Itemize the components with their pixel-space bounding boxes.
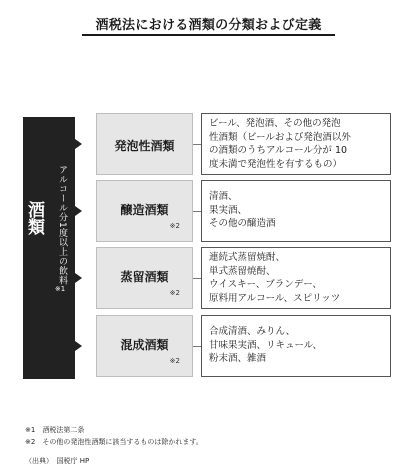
category-box-brewed	[96, 180, 193, 242]
category-note: ※2	[169, 357, 180, 365]
category-name: 蒸留酒類	[120, 270, 169, 284]
category-description-compound	[201, 315, 391, 377]
description-line: 性酒類（ビールおよび発泡酒以外	[209, 131, 351, 143]
description-line: 合成清酒、みりん、	[209, 326, 296, 337]
description-line: 果実酒、	[209, 204, 248, 216]
category-box-sparkling	[96, 113, 193, 175]
description-line: 単式蒸留焼酎、	[209, 265, 276, 277]
arrow-icon	[75, 139, 82, 149]
connector-line	[193, 144, 201, 145]
description-line: ウイスキー、ブランデー、	[209, 279, 322, 291]
description-line: 度未満で発泡性を有するもの）	[209, 159, 343, 171]
description-line: の酒類のうちアルコール分が 10	[209, 145, 348, 157]
page-title: 酒税法における酒類の分類および定義	[95, 18, 322, 33]
category-name: 混成酒類	[120, 338, 169, 352]
connector-line	[193, 278, 201, 279]
category-description-distilled	[201, 247, 391, 309]
description-line: 甘味果実酒、リキュール、	[209, 339, 323, 351]
main-category-label: 酒類	[24, 201, 44, 235]
category-note: ※2	[169, 222, 180, 230]
description-line: その他の醸造酒	[209, 218, 276, 229]
category-name: 発泡性酒類	[114, 139, 175, 153]
category-name: 醸造酒類	[120, 203, 169, 217]
main-category-box	[23, 117, 75, 379]
title-underline	[82, 34, 335, 36]
footnote: ※1 酒税法第二条	[25, 426, 85, 434]
main-category-definition: アルコール分1度以上の飲料	[57, 165, 67, 286]
category-box-compound	[96, 315, 193, 377]
category-description-brewed	[201, 180, 391, 242]
connector-line	[193, 346, 201, 347]
arrow-icon	[75, 206, 82, 216]
category-note: ※2	[169, 289, 180, 297]
description-line: 連続式蒸留焼酎、	[209, 252, 286, 263]
source-note: （出典） 国税庁 HP	[25, 457, 90, 465]
description-line: 原料用アルコール、スピリッツ	[209, 293, 341, 305]
connector-line	[193, 211, 201, 212]
description-line: 粉末酒、雑酒	[209, 353, 267, 364]
main-category-note: ※1	[54, 285, 66, 293]
arrow-icon	[75, 273, 82, 283]
arrow-icon	[75, 341, 82, 351]
category-description-sparkling	[201, 113, 391, 175]
category-box-distilled	[96, 247, 193, 309]
description-line: 清酒、	[209, 191, 238, 202]
description-line: ビール、発泡酒、その他の発泡	[209, 118, 341, 129]
footnote: ※2 その他の発泡性酒類に該当するものは除かれます。	[25, 438, 203, 446]
